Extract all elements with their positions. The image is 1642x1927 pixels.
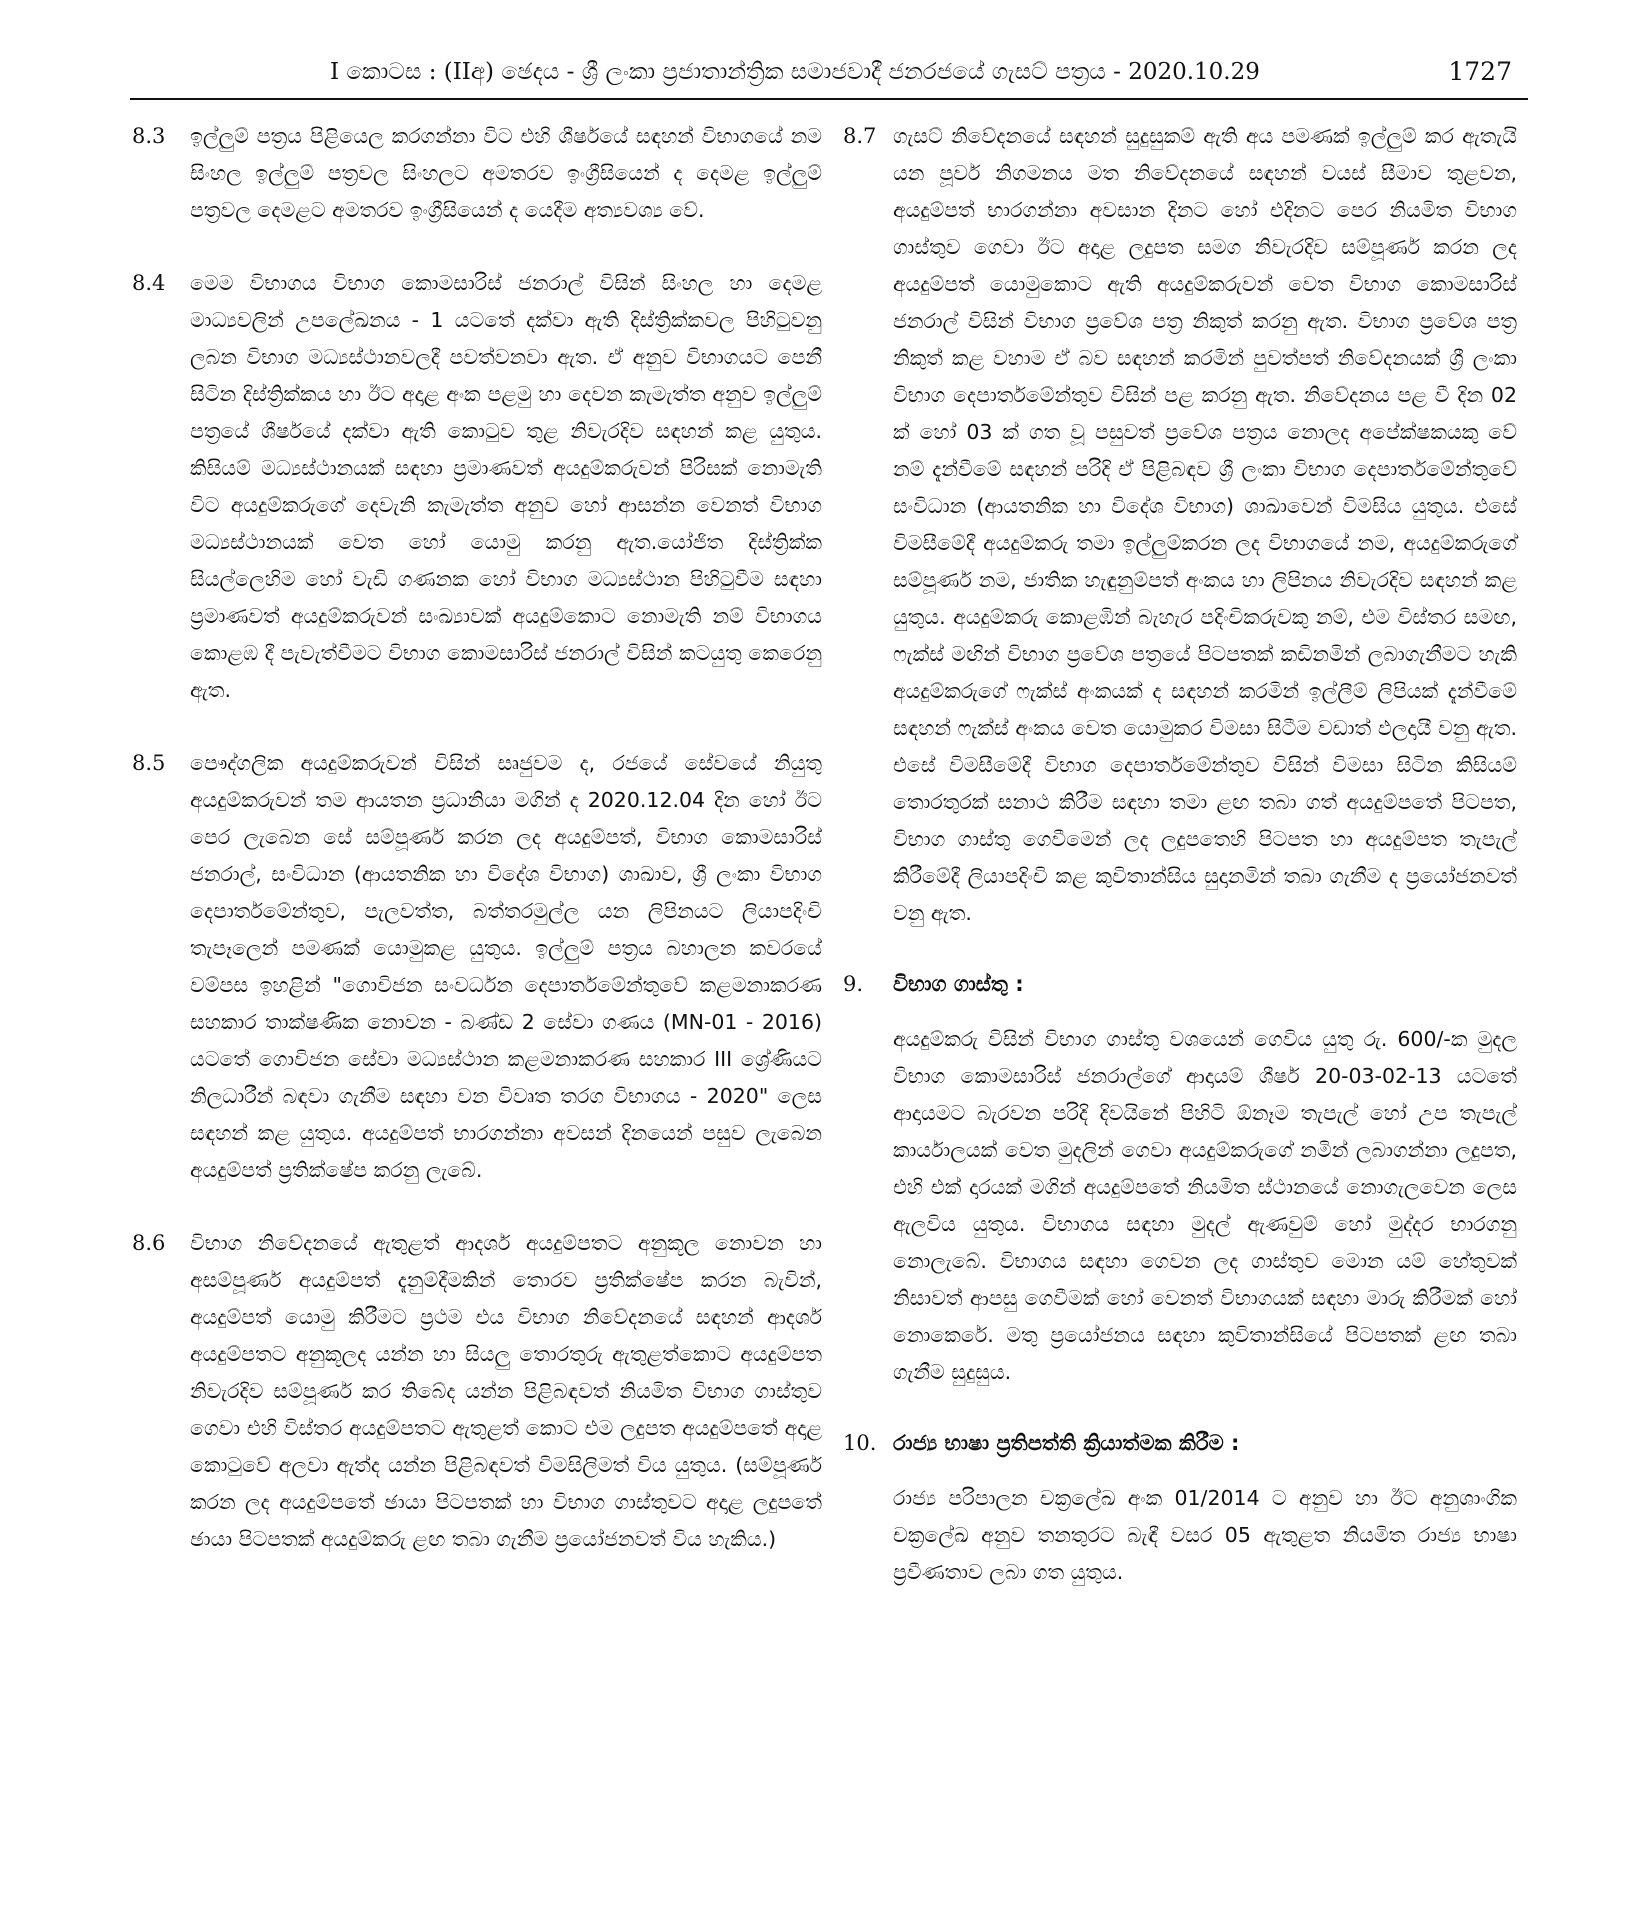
right-column <box>843 118 1517 1591</box>
header-rule <box>130 98 1528 100</box>
section-text: අයදුම්කරු විසින් විභාග ගාස්තු වශයෙන් ගෙවිය යුතු රු. 600/-ක මුදල විභාග කොමසාරිස් ජනරාල්ගේ ආදායම් ශීර්ෂ 20-03-02-13 යටතේ ආදායමට බැරවන පරිදි දිවයිනේ පිහිටි ඕනෑම තැපැල් හෝ උප තැපැල් කාර්යාලයක් වෙත මුදලින් ගෙවා අයදුම්කරුගේ නමින් ලබාගන්නා ලදුපත, එහි එක් දාරයක් මගින් අයදුම්පතේ නියමිත ස්ථානයේ නොගැලවෙන ලෙස ඇලවිය යුතුය. විභාගය සඳහා මුදල් ඇණවුම් හෝ මුද්දර භාරගනු නොලැබේ. විභාගය සඳහා ගෙවන ලද ගාස්තුව මොන යම් හේතුවක් නිසාවත් ආපසු ගෙවීමක් හෝ වෙනත් විභාගයක් සඳහා මාරු කිරීමක් හෝ නොකෙරේ. මතු ප්‍රයෝජනය සඳහා කුවිතාන්සියේ පිටපතක් ළඟ තබා ගැනීම සුදුසුය. <box>893 1027 1517 1384</box>
page-number: 1727 <box>1448 57 1512 86</box>
left-column <box>132 118 822 1558</box>
section-8-6 <box>132 1225 822 1558</box>
section-text: පෞද්ගලික අයදුම්කරුවන් විසින් සෘජුවම ද, රජයේ සේවයේ නියුතු අයදුම්කරුවන් තම ආයතන ප්‍රධානියා මගින් ද 2020.12.04 දින හෝ ඊට පෙර ලැබෙන සේ සම්පූර්ණ කරන ලද අයදුම්පත්, විභාග කොමසාරිස් ජනරාල්, සංවිධාන (ආයතනික හා විදේශ විභාග) ශාඛාව, ශ්‍රී ලංකා විභාග දෙපාර්තමේන්තුව, පැලවත්ත, බත්තරමුල්ල යන ලිපිනයට ලියාපදිංචි තැපෑලෙන් පමණක් යොමුකළ යුතුය. ඉල්ලුම් පත්‍රය බහාලන කවරයේ වම්පස ඉහළින් "ගොවිජන සංවර්ධන දෙපාර්තමේන්තුවේ කළමනාකරණ සහකාර තාක්ෂණික නොවන - බණ්ඩ 2 සේවා ගණය (MN-01 - 2016) යටතේ ගොවිජන සේවා මධ්‍යස්ථාන කළමනාකරණ සහකාර III ශ්‍රේණියට නිලධාරීන් බඳවා ගැනීම සඳහා වන විවෘත තරග විභාගය - 2020" ලෙස සඳහන් කළ යුතුය. අයදුම්පත් භාරගන්නා අවසන් දිනයෙන් පසුව ලැබෙන අයදුම්පත් ප්‍රතික්ෂේප කරනු ලැබේ. <box>190 751 822 1182</box>
section-text: විභාග නිවේදනයේ ඇතුළත් ආදර්ශ අයදුම්පතට අනුකූල නොවන හා අසම්පූර්ණ අයදුම්පත් දැනුම්දීමකින් තොරව ප්‍රතික්ෂේප කරන බැවින්, අයදුම්පත් යොමු කිරීමට ප්‍රථම එය විභාග නිවේදනයේ සඳහන් ආදර්ශ අයදුම්පතට අනුකූලද යන්න හා සියලු තොරතුරු ඇතුළත්කොට අයදුම්පත නිවැරදිව සම්පූර්ණ කර තිබේද යන්න පිළිබඳවත් නියමිත විභාග ගාස්තුව ගෙවා එහි විස්තර අයදුම්පතට ඇතුළත් කොට එම ලදුපත අයදුම්පතේ අදාළ කොටුවේ අලවා ඇත්ද යන්න පිළිබඳවත් විමසිලිමත් විය යුතුය. (සම්පූර්ණ කරන ලද අයදුම්පතේ ඡායා පිටපතක් හා විභාග ගාස්තුවට අදාළ ලදුපතේ ඡායා පිටපතක් අයදුම්කරු ළඟ තබා ගැනීම ප්‍රයෝජනවත් විය හැකිය.) <box>190 1231 822 1551</box>
page-header <box>130 56 1528 96</box>
section-8-7 <box>843 118 1517 932</box>
section-number: 8.5 <box>132 751 166 775</box>
section-number: 8.3 <box>132 124 166 148</box>
section-text: ඉල්ලුම් පත්‍රය පිළියෙල කරගන්නා විට එහි ශීර්ෂයේ සඳහන් විභාගයේ නම සිංහල ඉල්ලුම් පත්‍රවල සිංහලට අමතරව ඉංග්‍රීසියෙන් ද දෙමළ ඉල්ලුම් පත්‍රවල දෙමළට අමතරව ඉංග්‍රීසියෙන් ද යෙදීම අත්‍යවශ්‍ය වේ. <box>190 124 822 222</box>
section-heading: රාජ්‍ය භාෂා ප්‍රතිපත්ති ක්‍රියාත්මක කිරීම : <box>893 1431 1240 1455</box>
section-heading: විභාග ගාස්තු : <box>893 972 1024 996</box>
section-8-4 <box>132 265 822 709</box>
header-title: I කොටස : (IIඅ) ඡෙදය - ශ්‍රී ලංකා ප්‍රජාතාන්ත්‍රික සමාජවාදී ජනරජයේ ගැසට් පත්‍රය - 2020.10.29 <box>330 59 1260 85</box>
section-number: 9. <box>843 972 864 996</box>
section-number: 10. <box>843 1431 877 1455</box>
section-9 <box>843 966 1517 1391</box>
section-number: 8.7 <box>843 124 877 148</box>
section-text: මෙම විභාගය විභාග කොමසාරිස් ජනරාල් විසින් සිංහල හා දෙමළ මාධ්‍යවලින් උපලේඛනය - 1 යටතේ දක්වා ඇති දිස්ත්‍රික්කවල පිහිටුවනු ලබන විභාග මධ්‍යස්ථානවලදී පවත්වනවා ඇත. ඒ අනුව විභාගයට පෙනී සිටින දිස්ත්‍රික්කය හා ඊට අදාළ අංක පළමු හා දෙවන කැමැත්ත අනුව ඉල්ලුම් පත්‍රයේ ශීර්ෂයේ දක්වා ඇති කොටුව තුළ නිවැරදිව සඳහන් කළ යුතුය. කිසියම් මධ්‍යස්ථානයක් සඳහා ප්‍රමාණවත් අයදුම්කරුවන් පිරිසක් නොමැති විට අයදුම්කරුගේ දෙවැනි කැමැත්ත අනුව හෝ ආසන්න වෙනත් විභාග මධ්‍යස්ථානයක් වෙත හෝ යොමු කරනු ඇත.යෝජිත දිස්ත්‍රික්ක සියල්ලෙහිම හෝ වැඩි ගණනක හෝ විභාග මධ්‍යස්ථාන පිහිටුවීම සඳහා ප්‍රමාණවත් අයදුම්කරුවන් සංඛ්‍යාවක් අයදුම්කොට නොමැති නම් විභාගය කොළඹ දී පැවැත්වීමට විභාග කොමසාරිස් ජනරාල් විසින් කටයුතු කෙරෙනු ඇත. <box>190 271 822 702</box>
section-8-3 <box>132 118 822 229</box>
section-8-5 <box>132 745 822 1189</box>
section-text: රාජ්‍ය පරිපාලන චක්‍රලේඛ අංක 01/2014 ට අනුව හා ඊට අනුශාංගික චක්‍රලේඛ අනුව තනතුරට බැඳී වසර 05 ඇතුළත නියමිත රාජ්‍ය භාෂා ප්‍රවීණතාව ලබා ගත යුතුය. <box>893 1486 1517 1584</box>
section-number: 8.4 <box>132 271 166 295</box>
section-text: ගැසට් නිවේදනයේ සඳහන් සුදුසුකම් ඇති අය පමණක් ඉල්ලුම් කර ඇතැයි යන පූර්ව නිගමනය මත නිවේදනයේ සඳහන් වයස් සීමාව තුළවන, අයදුම්පත් භාරගන්නා අවසාන දිනට හෝ එදිනට පෙර නියමිත විභාග ගාස්තුව ගෙවා ඊට අදාළ ලදුපත සමග නිවැරදිව සම්පූර්ණ කරන ලද අයදුම්පත් යොමුකොට ඇති අයදුම්කරුවන් වෙත විභාග කොමසාරිස් ජනරාල් විසින් විභාග ප්‍රවේශ පත්‍ර නිකුත් කරනු ඇත. විභාග ප්‍රවේශ පත්‍ර නිකුත් කළ වහාම ඒ බව සඳහන් කරමින් පුවත්පත් නිවේදනයක් ශ්‍රී ලංකා විභාග දෙපාර්තමේන්තුව විසින් පළ කරනු ඇත. නිවේදනය පළ වී දින 02 ක් හෝ 03 ක් ගත වූ පසුවත් ප්‍රවේශ පත්‍රය නොලද අපේක්ෂකයකු වේ නම් දැන්වීමේ සඳහන් පරිදි ඒ පිළිබඳව ශ්‍රී ලංකා විභාග දෙපාර්තමේන්තුවේ සංවිධාන (ආයතනික හා විදේශ විභාග) ශාඛාවෙන් විමසිය යුතුය. එසේ විමසීමේදී අයදුම්කරු තමා ඉල්ලුම්කරන ලද විභාගයේ නම, අයදුම්කරුගේ සම්පූර්ණ නම, ජාතික හැඳුනුම්පත් අංකය හා ලිපිනය නිවැරදිව සඳහන් කළ යුතුය. අයදුම්කරු කොළඹින් බැහැර පදිංචිකරුවකු නම්, එම විස්තර සමඟ, ෆැක්ස් මඟින් විභාග ප්‍රවේශ පත්‍රයේ පිටපතක් කඩිනමින් ලබාගැනීමට හැකි අයදුම්කරුගේ ෆැක්ස් අංකයක් ද සඳහන් කරමින් ඉල්ලීම් ලිපියක් දැන්වීමේ සඳහන් ෆැක්ස් අංකය වෙත යොමුකර විමසා සිටීම වඩාත් ඵලදායී වනු ඇත. එසේ විමසීමේදී විභාග දෙපාර්තමේන්තුව විසින් විමසා සිටින කිසියම් තොරතුරක් සනාථ කිරීම සඳහා තමා ළඟ තබා ගත් අයදුම්පතේ පිටපත, විභාග ගාස්තු ගෙවීමෙන් ලද ලදුපතෙහි පිටපත හා අයදුම්පත තැපැල් කිරීමේදී ලියාපදිංචි කළ කුවිතාන්සිය සුදානමින් තබා ගැනීම ද ප්‍රයෝජනවත් වනු ඇත. <box>893 124 1517 925</box>
section-number: 8.6 <box>132 1231 166 1255</box>
section-10 <box>843 1425 1517 1591</box>
